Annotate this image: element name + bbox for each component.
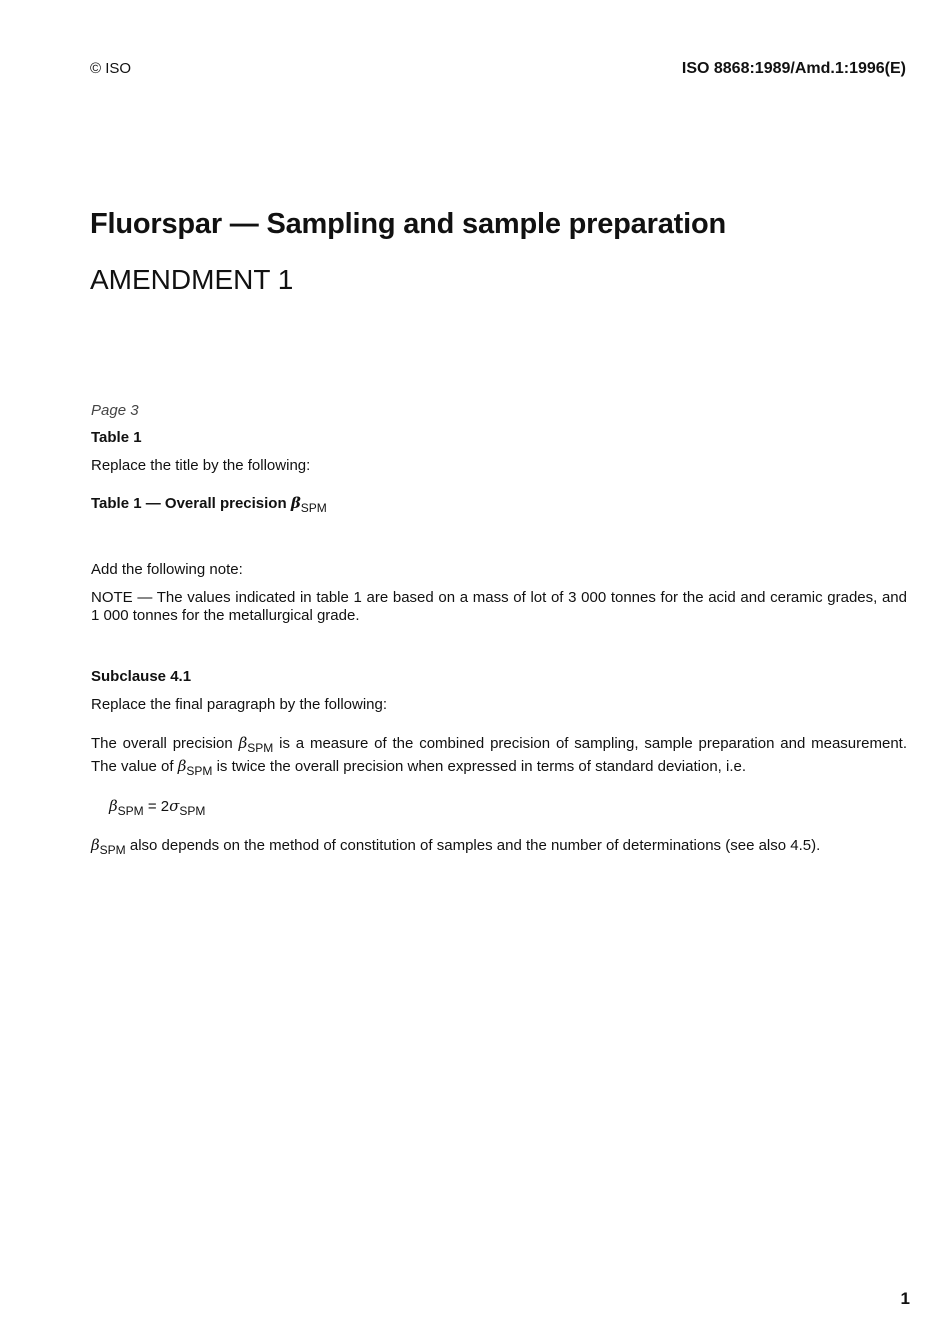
sigma-subscript: SPM	[179, 804, 206, 818]
document-body	[91, 402, 907, 859]
beta-symbol: β	[177, 757, 187, 775]
table-1-heading: Table 1	[91, 429, 142, 446]
beta-subscript: SPM	[99, 843, 126, 857]
copyright-notice: © ISO	[90, 60, 132, 77]
beta-subscript: SPM	[186, 764, 213, 778]
amendment-label: AMENDMENT 1	[90, 264, 294, 295]
dependency-paragraph	[91, 836, 907, 859]
subclause-heading: Subclause 4.1	[91, 668, 192, 685]
beta-symbol: β	[109, 797, 118, 815]
document-reference: ISO 8868:1989/Amd.1:1996(E)	[681, 60, 906, 77]
beta-subscript: SPM	[117, 804, 144, 818]
subclause-paragraph	[91, 734, 907, 780]
para-text-b: is a measure of the combined precision of sampling, sample preparation and measurement. The value of	[91, 735, 907, 775]
beta-symbol: β	[238, 734, 248, 752]
beta-subscript: SPM	[300, 501, 327, 515]
beta-subscript: SPM	[247, 741, 274, 755]
table-1-instruction: Replace the title by the following:	[91, 457, 311, 474]
subclause-instruction: Replace the final paragraph by the following:	[91, 696, 388, 713]
table-title-text: Table 1 — Overall precision	[91, 495, 291, 512]
para-text-a: The overall precision	[91, 735, 239, 752]
table-note: NOTE — The values indicated in table 1 are based on a mass of lot of 3 000 tonnes for the acid and ceramic grades, and 1 000 tonnes for the metallurgical grade.	[91, 589, 907, 624]
page-number: 1	[900, 1289, 910, 1308]
equation-operator: = 2	[143, 798, 170, 815]
note-instruction: Add the following note:	[91, 561, 243, 578]
para-text-c: is twice the overall precision when expressed in terms of standard deviation, i.e.	[212, 758, 747, 775]
precision-equation	[109, 797, 907, 820]
table-1-new-title	[91, 494, 907, 517]
beta-symbol: β	[290, 494, 301, 512]
para2-text: also depends on the method of constitution of samples and the number of determinations (see also 4.5).	[125, 837, 821, 854]
beta-symbol: β	[91, 836, 100, 854]
sigma-symbol: σ	[169, 797, 180, 815]
document-title: Fluorspar — Sampling and sample preparation	[90, 208, 726, 240]
page-reference: Page 3	[91, 402, 139, 419]
